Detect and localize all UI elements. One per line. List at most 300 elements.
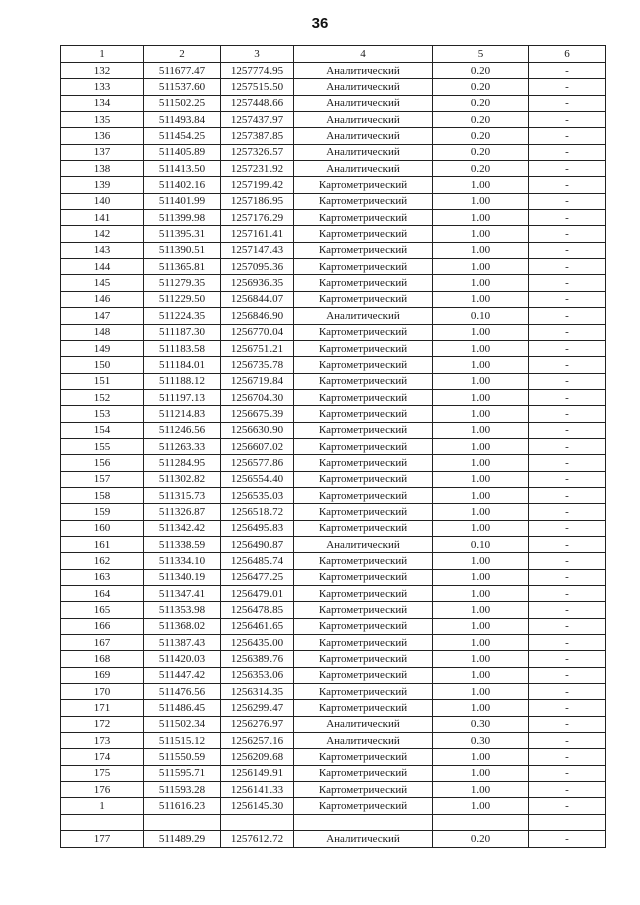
cell-note: - <box>529 536 606 552</box>
cell-method: Аналитический <box>294 95 433 111</box>
table-row <box>61 161 606 177</box>
cell-method: Аналитический <box>294 831 433 847</box>
cell-accuracy: 0.10 <box>433 308 529 324</box>
cell-note: - <box>529 79 606 95</box>
page-number: 36 <box>311 15 329 32</box>
cell-point-number: 142 <box>61 226 144 242</box>
cell-y: 1256149.91 <box>221 765 294 781</box>
cell-x: 511302.82 <box>144 471 221 487</box>
cell-accuracy: 1.00 <box>433 177 529 193</box>
cell-x: 511368.02 <box>144 618 221 634</box>
coordinates-table <box>60 45 606 848</box>
cell-point-number: 148 <box>61 324 144 340</box>
cell-method: Картометрический <box>294 340 433 356</box>
cell-x: 511279.35 <box>144 275 221 291</box>
cell-accuracy: 1.00 <box>433 259 529 275</box>
cell-y: 1256844.07 <box>221 291 294 307</box>
cell-note: - <box>529 226 606 242</box>
cell-note: - <box>529 210 606 226</box>
cell-point-number: 143 <box>61 242 144 258</box>
table-row <box>61 406 606 422</box>
table-row <box>61 618 606 634</box>
cell-y: 1256554.40 <box>221 471 294 487</box>
cell-method: Картометрический <box>294 782 433 798</box>
table-row <box>61 684 606 700</box>
cell-accuracy: 1.00 <box>433 340 529 356</box>
cell-y: 1256770.04 <box>221 324 294 340</box>
table-row <box>61 389 606 405</box>
cell-point-number: 155 <box>61 438 144 454</box>
cell-note: - <box>529 373 606 389</box>
cell-x: 511515.12 <box>144 733 221 749</box>
cell-x: 511340.19 <box>144 569 221 585</box>
cell-note: - <box>529 765 606 781</box>
table-row <box>61 128 606 144</box>
cell-accuracy: 1.00 <box>433 373 529 389</box>
cell-point-number: 165 <box>61 602 144 618</box>
cell-accuracy: 1.00 <box>433 684 529 700</box>
cell-x: 511401.99 <box>144 193 221 209</box>
cell-x: 511187.30 <box>144 324 221 340</box>
cell-y: 1256735.78 <box>221 357 294 373</box>
cell-note: - <box>529 422 606 438</box>
cell-accuracy: 0.10 <box>433 536 529 552</box>
cell-accuracy: 1.00 <box>433 226 529 242</box>
cell-accuracy: 1.00 <box>433 193 529 209</box>
cell-point-number: 163 <box>61 569 144 585</box>
cell-method: Картометрический <box>294 749 433 765</box>
cell-y: 1257095.36 <box>221 259 294 275</box>
cell-y: 1256719.84 <box>221 373 294 389</box>
cell-point-number: 139 <box>61 177 144 193</box>
cell-method: Аналитический <box>294 536 433 552</box>
cell-x: 511347.41 <box>144 586 221 602</box>
cell-accuracy: 1.00 <box>433 569 529 585</box>
cell-y: 1257231.92 <box>221 161 294 177</box>
cell-note: - <box>529 520 606 536</box>
table-row <box>61 438 606 454</box>
cell-method: Картометрический <box>294 455 433 471</box>
cell-accuracy: 1.00 <box>433 210 529 226</box>
cell-x: 511224.35 <box>144 308 221 324</box>
table-row <box>61 259 606 275</box>
cell-x: 511184.01 <box>144 357 221 373</box>
table-row <box>61 520 606 536</box>
cell-point-number: 161 <box>61 536 144 552</box>
cell-method: Аналитический <box>294 63 433 79</box>
cell-y: 1256846.90 <box>221 308 294 324</box>
cell-x: 511677.47 <box>144 63 221 79</box>
table-row <box>61 749 606 765</box>
cell-x: 511502.25 <box>144 95 221 111</box>
cell-method: Аналитический <box>294 112 433 128</box>
cell-note: - <box>529 63 606 79</box>
cell-accuracy: 1.00 <box>433 782 529 798</box>
cell-accuracy: 1.00 <box>433 586 529 602</box>
table-row <box>61 193 606 209</box>
cell-note: - <box>529 504 606 520</box>
cell-y: 1256145.30 <box>221 798 294 814</box>
table-row <box>61 357 606 373</box>
cell-method: Картометрический <box>294 700 433 716</box>
cell-y: 1257176.29 <box>221 210 294 226</box>
cell-note: - <box>529 798 606 814</box>
cell-x: 511420.03 <box>144 651 221 667</box>
cell-x: 511447.42 <box>144 667 221 683</box>
cell-note: - <box>529 438 606 454</box>
table-row <box>61 324 606 340</box>
cell-method: Картометрический <box>294 586 433 602</box>
cell-point-number: 145 <box>61 275 144 291</box>
table-row <box>61 765 606 781</box>
cell-accuracy: 1.00 <box>433 357 529 373</box>
cell-x: 511493.84 <box>144 112 221 128</box>
cell-accuracy: 1.00 <box>433 635 529 651</box>
cell-point-number: 167 <box>61 635 144 651</box>
cell-note: - <box>529 357 606 373</box>
cell-method: Картометрический <box>294 504 433 520</box>
cell-method: Картометрический <box>294 177 433 193</box>
table-row <box>61 63 606 79</box>
cell-accuracy: 1.00 <box>433 291 529 307</box>
cell-note: - <box>529 193 606 209</box>
cell-note: - <box>529 749 606 765</box>
cell-method: Картометрический <box>294 357 433 373</box>
cell-note: - <box>529 667 606 683</box>
cell-accuracy: 1.00 <box>433 602 529 618</box>
table-row <box>61 782 606 798</box>
cell-point-number: 154 <box>61 422 144 438</box>
cell-x: 511489.29 <box>144 831 221 847</box>
cell-method: Картометрический <box>294 291 433 307</box>
cell-accuracy: 1.00 <box>433 504 529 520</box>
table-row <box>61 373 606 389</box>
cell-point-number: 156 <box>61 455 144 471</box>
cell-point-number: 162 <box>61 553 144 569</box>
cell-note: - <box>529 144 606 160</box>
cell-y: 1257774.95 <box>221 63 294 79</box>
cell-point-number: 159 <box>61 504 144 520</box>
cell-note: - <box>529 275 606 291</box>
cell-y: 1257161.41 <box>221 226 294 242</box>
cell-point-number: 153 <box>61 406 144 422</box>
table-row <box>61 733 606 749</box>
cell-point-number: 151 <box>61 373 144 389</box>
cell-y: 1257437.97 <box>221 112 294 128</box>
table-row <box>61 226 606 242</box>
cell-note: - <box>529 602 606 618</box>
cell-y: 1256141.33 <box>221 782 294 798</box>
table-row <box>61 798 606 814</box>
cell-note: - <box>529 553 606 569</box>
cell-method: Картометрический <box>294 422 433 438</box>
table-row <box>61 308 606 324</box>
cell-accuracy: 1.00 <box>433 651 529 667</box>
cell-method: Картометрический <box>294 438 433 454</box>
cell-method: Картометрический <box>294 765 433 781</box>
table-row <box>61 291 606 307</box>
cell-y: 1256630.90 <box>221 422 294 438</box>
cell-y: 1256461.65 <box>221 618 294 634</box>
cell-x: 511197.13 <box>144 389 221 405</box>
cell-accuracy: 1.00 <box>433 700 529 716</box>
table-row <box>61 112 606 128</box>
cell-y: 1257448.66 <box>221 95 294 111</box>
cell-y: 1256704.30 <box>221 389 294 405</box>
cell-point-number: 173 <box>61 733 144 749</box>
cell-y: 1256518.72 <box>221 504 294 520</box>
cell-note: - <box>529 618 606 634</box>
cell-method: Аналитический <box>294 716 433 732</box>
table-row <box>61 471 606 487</box>
cell-x: 511246.56 <box>144 422 221 438</box>
cell-method: Картометрический <box>294 520 433 536</box>
cell-x: 511188.12 <box>144 373 221 389</box>
cell-x: 511486.45 <box>144 700 221 716</box>
cell-x: 511334.10 <box>144 553 221 569</box>
cell-point-number: 136 <box>61 128 144 144</box>
cell-point-number: 171 <box>61 700 144 716</box>
cell-method: Картометрический <box>294 275 433 291</box>
cell-note <box>529 814 606 830</box>
cell-x: 511550.59 <box>144 749 221 765</box>
cell-x: 511476.56 <box>144 684 221 700</box>
cell-accuracy: 0.20 <box>433 79 529 95</box>
cell-y: 1256478.85 <box>221 602 294 618</box>
cell-x: 511390.51 <box>144 242 221 258</box>
cell-point-number: 168 <box>61 651 144 667</box>
column-header: 5 <box>433 46 529 63</box>
cell-point-number: 146 <box>61 291 144 307</box>
cell-note: - <box>529 259 606 275</box>
cell-point-number: 135 <box>61 112 144 128</box>
cell-x: 511413.50 <box>144 161 221 177</box>
cell-y: 1257326.57 <box>221 144 294 160</box>
cell-note: - <box>529 831 606 847</box>
table-row <box>61 586 606 602</box>
cell-accuracy: 1.00 <box>433 438 529 454</box>
cell-method: Картометрический <box>294 602 433 618</box>
table-body <box>61 63 606 848</box>
cell-y: 1257186.95 <box>221 193 294 209</box>
cell-method: Картометрический <box>294 798 433 814</box>
cell-note: - <box>529 733 606 749</box>
cell-point-number: 140 <box>61 193 144 209</box>
cell-method: Картометрический <box>294 406 433 422</box>
cell-note: - <box>529 242 606 258</box>
table-row <box>61 667 606 683</box>
cell-accuracy: 0.20 <box>433 161 529 177</box>
cell-point-number: 157 <box>61 471 144 487</box>
cell-accuracy: 1.00 <box>433 422 529 438</box>
cell-point-number: 170 <box>61 684 144 700</box>
cell-x: 511616.23 <box>144 798 221 814</box>
cell-note: - <box>529 569 606 585</box>
cell-y: 1257515.50 <box>221 79 294 95</box>
cell-y: 1256209.68 <box>221 749 294 765</box>
cell-method: Картометрический <box>294 193 433 209</box>
cell-method: Картометрический <box>294 242 433 258</box>
cell-x: 511454.25 <box>144 128 221 144</box>
cell-accuracy: 1.00 <box>433 553 529 569</box>
cell-note: - <box>529 406 606 422</box>
cell-y: 1256495.83 <box>221 520 294 536</box>
cell-point-number: 144 <box>61 259 144 275</box>
cell-x <box>144 814 221 830</box>
cell-method: Картометрический <box>294 667 433 683</box>
cell-note: - <box>529 586 606 602</box>
cell-accuracy: 0.20 <box>433 95 529 111</box>
table-row <box>61 79 606 95</box>
table-row <box>61 144 606 160</box>
cell-note: - <box>529 471 606 487</box>
cell-method: Картометрический <box>294 569 433 585</box>
table-row <box>61 177 606 193</box>
column-header: 3 <box>221 46 294 63</box>
cell-method: Картометрический <box>294 635 433 651</box>
cell-method: Картометрический <box>294 618 433 634</box>
cell-method: Аналитический <box>294 79 433 95</box>
cell-accuracy: 1.00 <box>433 324 529 340</box>
cell-point-number: 176 <box>61 782 144 798</box>
cell-note: - <box>529 177 606 193</box>
cell-note: - <box>529 455 606 471</box>
table-row <box>61 242 606 258</box>
cell-accuracy: 1.00 <box>433 275 529 291</box>
cell-x: 511353.98 <box>144 602 221 618</box>
cell-method: Аналитический <box>294 161 433 177</box>
table-row <box>61 569 606 585</box>
cell-y: 1256435.00 <box>221 635 294 651</box>
cell-y: 1256535.03 <box>221 487 294 503</box>
table-row <box>61 422 606 438</box>
table-row <box>61 651 606 667</box>
cell-accuracy: 1.00 <box>433 520 529 536</box>
cell-x: 511593.28 <box>144 782 221 798</box>
table-row <box>61 700 606 716</box>
cell-note: - <box>529 112 606 128</box>
cell-x: 511338.59 <box>144 536 221 552</box>
cell-x: 511387.43 <box>144 635 221 651</box>
cell-x: 511402.16 <box>144 177 221 193</box>
cell-note: - <box>529 684 606 700</box>
cell-y: 1256577.86 <box>221 455 294 471</box>
cell-accuracy: 1.00 <box>433 487 529 503</box>
cell-note: - <box>529 128 606 144</box>
cell-y: 1257147.43 <box>221 242 294 258</box>
cell-method: Картометрический <box>294 210 433 226</box>
cell-method: Картометрический <box>294 259 433 275</box>
cell-accuracy: 0.20 <box>433 831 529 847</box>
cell-note: - <box>529 716 606 732</box>
table-row <box>61 536 606 552</box>
cell-method: Картометрический <box>294 373 433 389</box>
cell-y <box>221 814 294 830</box>
cell-point-number: 137 <box>61 144 144 160</box>
table-row <box>61 553 606 569</box>
cell-y: 1257199.42 <box>221 177 294 193</box>
table-row <box>61 635 606 651</box>
cell-y: 1256314.35 <box>221 684 294 700</box>
table-row <box>61 504 606 520</box>
table-row <box>61 95 606 111</box>
cell-y: 1256675.39 <box>221 406 294 422</box>
cell-method <box>294 814 433 830</box>
cell-accuracy: 1.00 <box>433 406 529 422</box>
cell-note: - <box>529 700 606 716</box>
cell-point-number: 132 <box>61 63 144 79</box>
cell-x: 511405.89 <box>144 144 221 160</box>
cell-note: - <box>529 340 606 356</box>
cell-accuracy: 1.00 <box>433 389 529 405</box>
cell-point-number: 174 <box>61 749 144 765</box>
cell-point-number <box>61 814 144 830</box>
cell-x: 511399.98 <box>144 210 221 226</box>
cell-y: 1256607.02 <box>221 438 294 454</box>
cell-accuracy: 1.00 <box>433 667 529 683</box>
column-header: 6 <box>529 46 606 63</box>
cell-point-number: 1 <box>61 798 144 814</box>
table-row <box>61 716 606 732</box>
cell-accuracy: 0.20 <box>433 112 529 128</box>
cell-y: 1257387.85 <box>221 128 294 144</box>
cell-x: 511229.50 <box>144 291 221 307</box>
cell-x: 511537.60 <box>144 79 221 95</box>
cell-accuracy: 0.30 <box>433 733 529 749</box>
table-row <box>61 340 606 356</box>
cell-accuracy: 1.00 <box>433 798 529 814</box>
cell-note: - <box>529 161 606 177</box>
cell-accuracy: 0.20 <box>433 128 529 144</box>
cell-y: 1256490.87 <box>221 536 294 552</box>
cell-x: 511326.87 <box>144 504 221 520</box>
cell-accuracy <box>433 814 529 830</box>
cell-accuracy: 1.00 <box>433 471 529 487</box>
cell-y: 1256477.25 <box>221 569 294 585</box>
cell-point-number: 177 <box>61 831 144 847</box>
cell-point-number: 158 <box>61 487 144 503</box>
cell-x: 511595.71 <box>144 765 221 781</box>
cell-x: 511365.81 <box>144 259 221 275</box>
cell-y: 1257612.72 <box>221 831 294 847</box>
cell-method: Картометрический <box>294 684 433 700</box>
cell-method: Картометрический <box>294 553 433 569</box>
table-row <box>61 455 606 471</box>
cell-note: - <box>529 651 606 667</box>
table-row <box>61 275 606 291</box>
cell-point-number: 166 <box>61 618 144 634</box>
table-row <box>61 831 606 847</box>
cell-note: - <box>529 782 606 798</box>
cell-method: Картометрический <box>294 226 433 242</box>
cell-point-number: 133 <box>61 79 144 95</box>
cell-method: Аналитический <box>294 733 433 749</box>
cell-x: 511183.58 <box>144 340 221 356</box>
table-row <box>61 602 606 618</box>
cell-x: 511263.33 <box>144 438 221 454</box>
cell-method: Картометрический <box>294 324 433 340</box>
cell-method: Картометрический <box>294 651 433 667</box>
cell-method: Картометрический <box>294 389 433 405</box>
table-row <box>61 487 606 503</box>
cell-accuracy: 0.30 <box>433 716 529 732</box>
cell-accuracy: 0.20 <box>433 63 529 79</box>
cell-accuracy: 1.00 <box>433 765 529 781</box>
cell-point-number: 172 <box>61 716 144 732</box>
cell-x: 511315.73 <box>144 487 221 503</box>
cell-note: - <box>529 487 606 503</box>
cell-y: 1256276.97 <box>221 716 294 732</box>
